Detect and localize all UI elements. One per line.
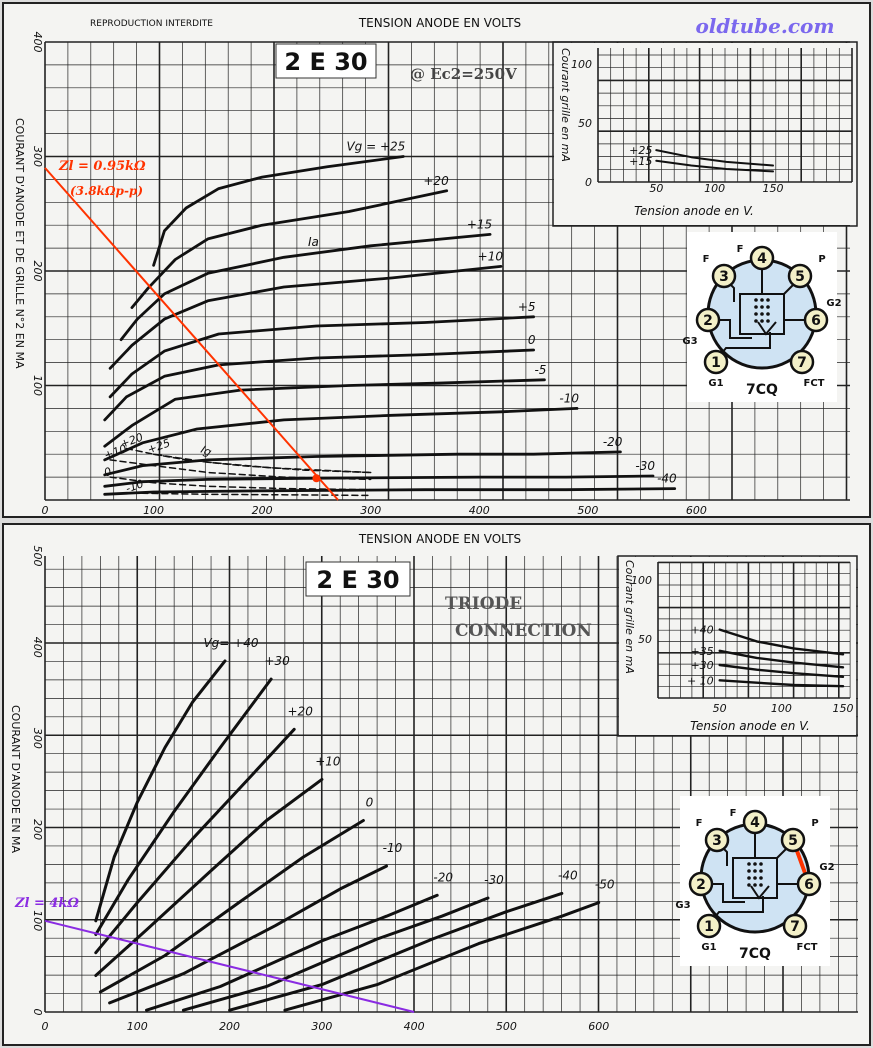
top-xlabel: TENSION ANODE EN VOLTS [358, 16, 522, 30]
pin-name: G1 [708, 378, 724, 389]
pin-name: F [729, 808, 737, 819]
series-label: +30 [264, 654, 290, 669]
top-ig-label: Ig [198, 442, 214, 460]
grid-series-label: +25 [145, 436, 172, 457]
x-tick-label: 500 [495, 1020, 517, 1033]
pin-name: FCT [803, 378, 825, 389]
inset-x-tick-label: 50 [649, 182, 664, 195]
x-tick-label: 100 [143, 504, 165, 517]
grid-series-label: +20 [118, 430, 145, 451]
series-label: -20 [602, 434, 623, 449]
pin-number: 6 [811, 313, 821, 329]
series-label: -10 [559, 391, 579, 406]
inset-bg [554, 43, 856, 225]
bottom-inset-xlabel: Tension anode en V. [690, 719, 810, 733]
series-label: -10 [382, 841, 403, 856]
pin-number: 3 [719, 269, 729, 285]
grid-dot [753, 869, 757, 873]
bottom-inset-ylabel: Courant grille en mA [623, 560, 636, 674]
bottom-load-line-label: Zl = 4kΩ [15, 896, 79, 911]
y-tick-label: 300 [31, 727, 44, 749]
pinout-diagram-bottom [675, 796, 834, 966]
pin-number: 3 [712, 833, 722, 849]
pin-name: G3 [675, 900, 691, 911]
pin-number: 1 [711, 355, 721, 371]
inset-y-tick-label: 100 [631, 574, 652, 587]
x-tick-label: 400 [468, 504, 490, 517]
series-label: -50 [594, 877, 615, 892]
y-tick-label: 100 [31, 910, 44, 932]
pin-number: 7 [790, 919, 800, 935]
grid-dot [754, 305, 758, 309]
grid-dot [766, 305, 770, 309]
inset-y-tick-label: 0 [585, 176, 592, 189]
pin-number: 4 [757, 251, 767, 267]
inset-x-tick-label: 150 [832, 702, 854, 715]
top-ylabel: COURANT D'ANODE ET DE GRILLE N°2 EN MA [13, 118, 26, 369]
grid-dot [753, 862, 757, 866]
grid-dot [760, 312, 764, 316]
grid-dot [766, 319, 770, 323]
grid-dot [766, 312, 770, 316]
inset-y-tick-label: 50 [638, 633, 652, 646]
grid-dot [747, 869, 751, 873]
series-label: -5 [534, 362, 547, 377]
x-tick-label: 0 [41, 1020, 49, 1033]
grid-dot [747, 876, 751, 880]
x-tick-label: 300 [360, 504, 382, 517]
series-label: -40 [557, 868, 578, 883]
operating-point [312, 474, 320, 482]
top-inset-ylabel: Courant grille en mA [559, 48, 572, 162]
inset-x-tick-label: 100 [704, 182, 726, 195]
series-label: -30 [635, 458, 655, 473]
pin-name: P [818, 254, 826, 265]
series-label: -40 [657, 471, 677, 486]
grid-dot [759, 862, 763, 866]
pin-number: 5 [788, 833, 798, 849]
grid-dot [759, 883, 763, 887]
series-label: +15 [466, 217, 493, 232]
inset-series-label: +35 [690, 644, 714, 658]
x-tick-label: 300 [311, 1020, 333, 1033]
x-tick-label: 100 [126, 1020, 148, 1033]
pin-name: F [736, 244, 744, 255]
series-label: +20 [423, 173, 449, 188]
inset-series-label: + 10 [686, 674, 714, 688]
bottom-xlabel: TENSION ANODE EN VOLTS [358, 532, 522, 546]
y-tick-label: 400 [31, 31, 44, 53]
x-tick-label: 200 [219, 1020, 241, 1033]
grid-series-label: -10 [123, 477, 146, 496]
pin-number: 5 [795, 269, 805, 285]
bottom-chart-subtitle-1: TRIODE [445, 594, 523, 614]
x-tick-label: 400 [403, 1020, 425, 1033]
grid-dot [754, 298, 758, 302]
pin-number: 1 [704, 919, 714, 935]
series-label: 0 [527, 333, 536, 348]
x-tick-label: 500 [577, 504, 599, 517]
grid-series-label: +10 [102, 442, 129, 463]
grid-dot [766, 298, 770, 302]
x-tick-label: 600 [685, 504, 707, 517]
pin-name: G2 [819, 862, 835, 873]
inset-y-tick-label: 50 [578, 117, 592, 130]
y-tick-label: 300 [31, 146, 44, 167]
pin-number: 4 [750, 815, 760, 831]
top-inset-grid [554, 43, 856, 225]
inset-x-tick-label: 100 [770, 702, 792, 715]
base-type-label: 7CQ [739, 946, 771, 962]
pin-name: P [811, 818, 819, 829]
series-label: Vg = +25 [346, 139, 406, 154]
series-label: -20 [433, 870, 454, 885]
base-type-label: 7CQ [746, 382, 778, 398]
series-label: +10 [477, 249, 503, 264]
series-label: Vg= +40 [203, 635, 259, 650]
series-label: +20 [287, 704, 313, 719]
bottom-chart-subtitle-2: CONNECTION [455, 621, 592, 641]
y-tick-label: 500 [31, 545, 44, 567]
y-tick-label: 0 [31, 1008, 44, 1016]
series-label: +5 [517, 299, 536, 314]
top-chart-title: 2 E 30 [284, 48, 368, 76]
grid-dot [759, 876, 763, 880]
x-tick-label: 0 [41, 504, 49, 517]
grid-dot [753, 876, 757, 880]
grid-dot [760, 319, 764, 323]
bottom-ylabel: COURANT D'ANODE EN MA [9, 705, 22, 854]
y-tick-label: 400 [31, 636, 44, 658]
pin-number: 2 [703, 313, 713, 329]
pin-name: G2 [826, 298, 842, 309]
inset-bg [619, 557, 856, 735]
series-label: +10 [315, 754, 341, 769]
y-tick-label: 200 [31, 819, 44, 841]
top-ia-label: Ia [308, 235, 319, 249]
inset-y-tick-label: 100 [571, 58, 592, 71]
inset-series-label: +25 [629, 144, 653, 158]
inset-series-label: +30 [690, 658, 714, 672]
grid-dot [747, 862, 751, 866]
grid-dot [754, 319, 758, 323]
inset-series-label: +40 [690, 623, 714, 637]
pin-number: 6 [804, 877, 814, 893]
bottom-inset-grid [619, 557, 856, 735]
inset-series-label: +15 [629, 154, 653, 168]
y-tick-label: 200 [31, 260, 44, 282]
x-tick-label: 600 [588, 1020, 610, 1033]
pin-number: 7 [797, 355, 807, 371]
pin-name: FCT [796, 942, 818, 953]
top-load-line-label2: (3.8kΩp-p) [70, 184, 143, 198]
top-inset-xlabel: Tension anode en V. [634, 204, 754, 218]
top-load-line-label: Zl = 0.95kΩ [59, 159, 146, 174]
series-label: -30 [484, 873, 504, 887]
grid-series-label: 0 [102, 464, 114, 480]
bottom-chart-title: 2 E 30 [316, 566, 400, 594]
pin-name: F [702, 254, 710, 265]
pin-name: G3 [682, 336, 698, 347]
top-chart-subtitle: @ Ec2=250V [410, 65, 517, 83]
header-left: REPRODUCTION INTERDITE [90, 19, 213, 29]
watermark: oldtube.com [695, 14, 835, 38]
inset-x-tick-label: 50 [712, 702, 727, 715]
pin-name: F [695, 818, 703, 829]
pin-number: 2 [696, 877, 706, 893]
grid-dot [760, 305, 764, 309]
grid-dot [754, 312, 758, 316]
grid-dot [747, 883, 751, 887]
series-label: 0 [365, 795, 374, 810]
pinout-diagram-top [682, 232, 841, 402]
pin-name: G1 [701, 942, 717, 953]
y-tick-label: 100 [31, 375, 44, 396]
grid-dot [760, 298, 764, 302]
x-tick-label: 200 [251, 504, 273, 517]
grid-dot [753, 883, 757, 887]
grid-dot [759, 869, 763, 873]
inset-x-tick-label: 150 [762, 182, 784, 195]
